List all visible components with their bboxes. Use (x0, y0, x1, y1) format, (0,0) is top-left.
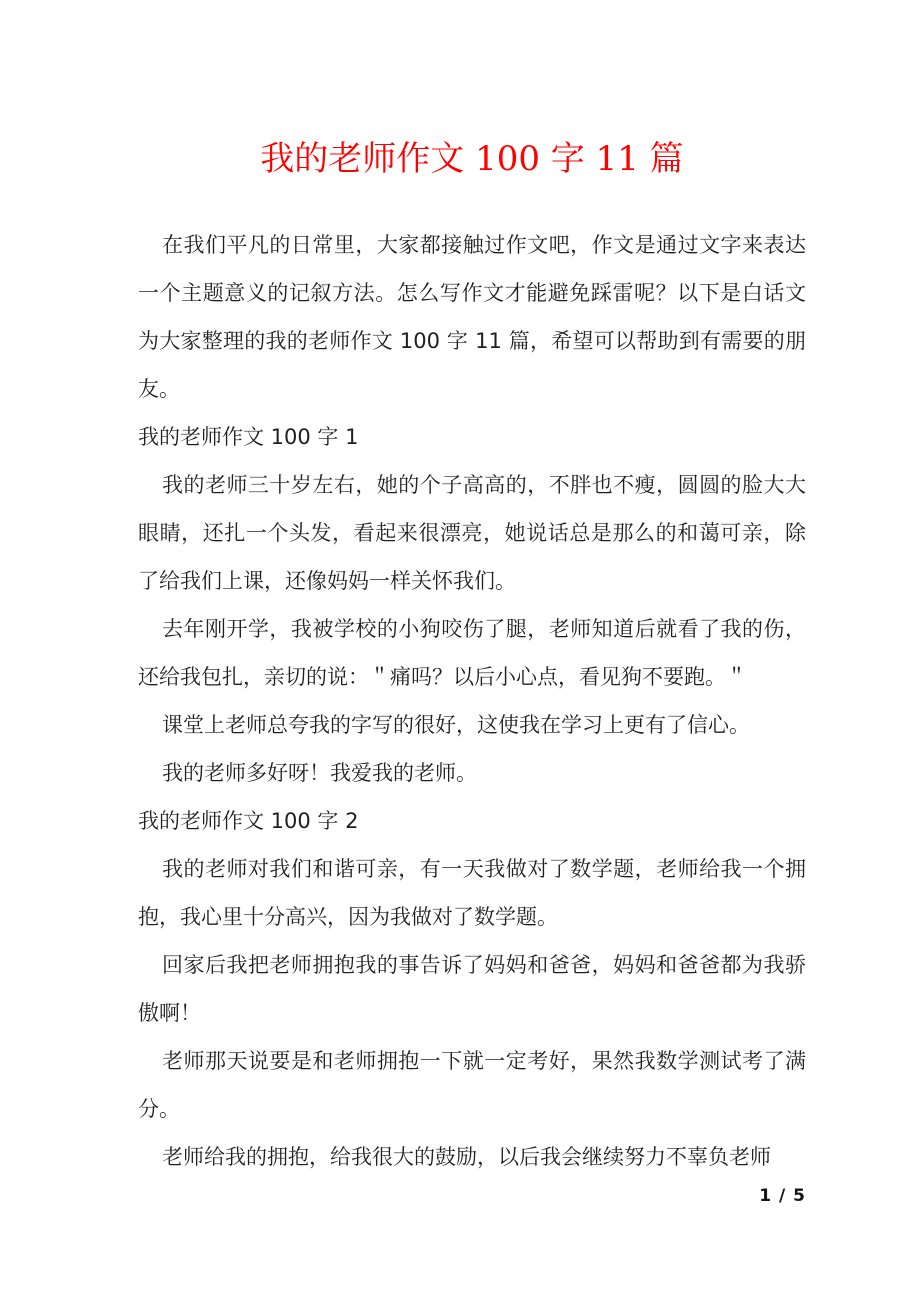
essay-2-paragraph: 老师给我的拥抱，给我很大的鼓励，以后我会继续努力不辜负老师 (162, 1145, 771, 1169)
essay-1-heading: 我的老师作文 100 字 1 (138, 425, 359, 449)
essay-2-heading: 我的老师作文 100 字 2 (138, 809, 359, 833)
essay-1-paragraph: 我的老师多好呀！我爱我的老师。 (162, 761, 477, 785)
essay-2-paragraph: 我的老师对我们和谐可亲，有一天我做对了数学题，老师给我一个拥抱，我心里十分高兴，因为我做对了数学题。 (138, 857, 806, 929)
essay-2-paragraph: 老师那天说要是和老师拥抱一下就一定考好，果然我数学测试考了满分。 (138, 1049, 806, 1121)
intro-paragraph: 在我们平凡的日常里，大家都接触过作文吧，作文是通过文字来表达一个主题意义的记叙方法。怎么写作文才能避免踩雷呢？以下是白话文为大家整理的我的老师作文 100 字 11 篇，希望可以帮助到有需要的朋友。 (138, 233, 806, 401)
document-title: 我的老师作文 100 字 11 篇 (260, 139, 684, 179)
essay-1-paragraph: 我的老师三十岁左右，她的个子高高的，不胖也不瘦，圆圆的脸大大眼睛，还扎一个头发，看起来很漂亮，她说话总是那么的和蔼可亲，除了给我们上课，还像妈妈一样关怀我们。 (138, 473, 806, 593)
page-number: 1 / 5 (759, 1186, 806, 1206)
essay-1-paragraph: 课堂上老师总夸我的字写的很好，这使我在学习上更有了信心。 (162, 713, 750, 737)
document-body (138, 221, 806, 1181)
essay-1-paragraph: 去年刚开学，我被学校的小狗咬伤了腿，老师知道后就看了我的伤，还给我包扎，亲切的说：＂痛吗？以后小心点，看见狗不要跑。＂ (138, 617, 806, 689)
essay-2-paragraph: 回家后我把老师拥抱我的事告诉了妈妈和爸爸，妈妈和爸爸都为我骄傲啊！ (138, 953, 806, 1025)
